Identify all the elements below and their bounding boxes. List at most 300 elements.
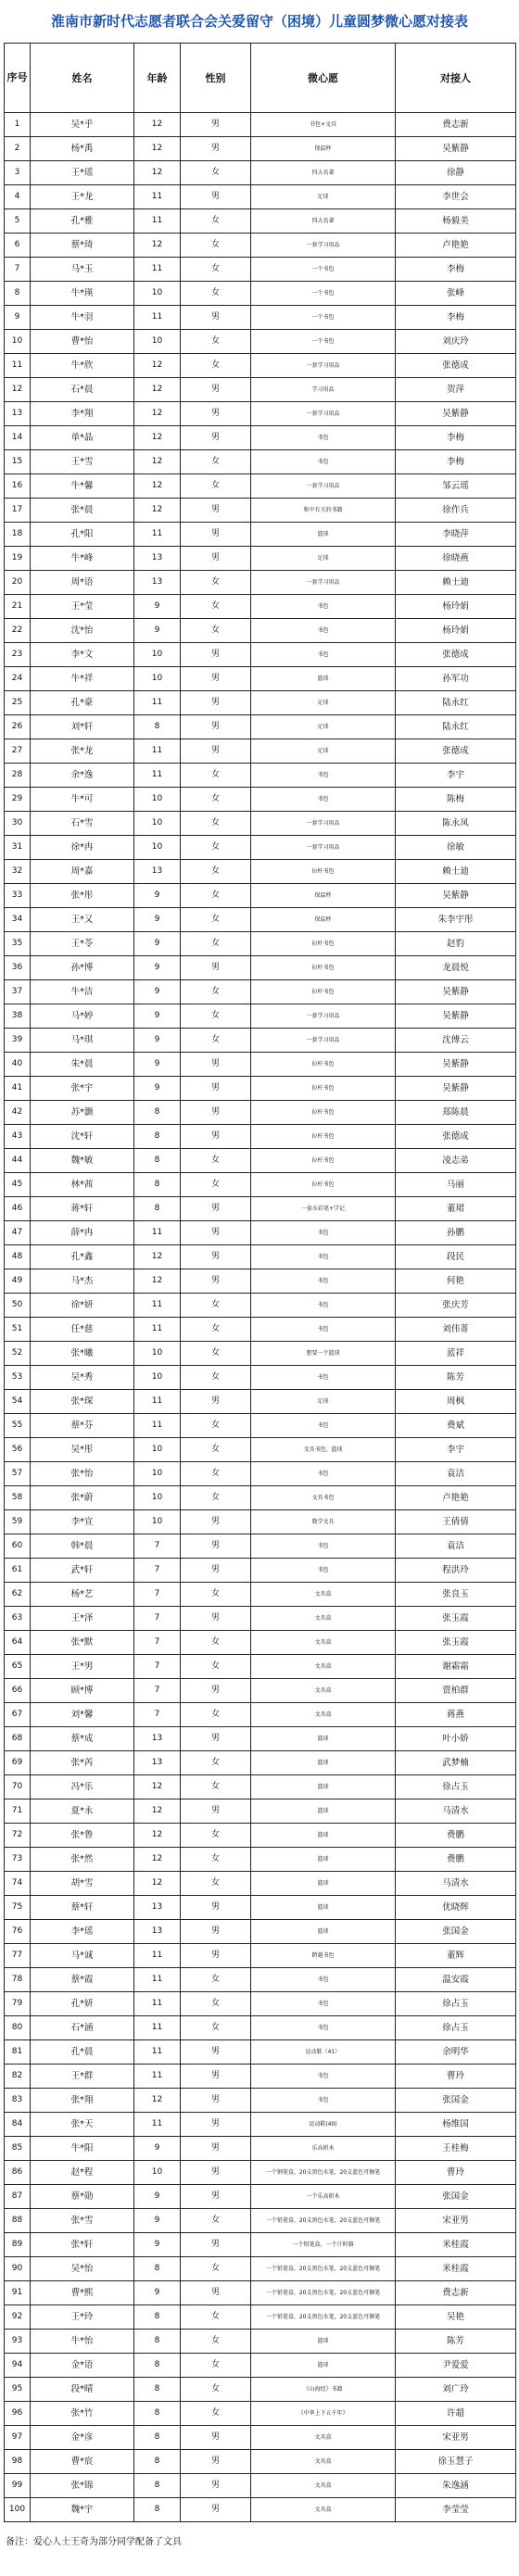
- cell-serial: 22: [5, 619, 31, 643]
- cell-serial: 47: [5, 1221, 31, 1245]
- cell-contact: 邹云瑶: [396, 474, 516, 499]
- cell-contact: 陈芳: [396, 1366, 516, 1390]
- wish-table: [4, 43, 516, 2522]
- cell-age: 11: [134, 764, 181, 788]
- cell-age: 8: [134, 2330, 181, 2354]
- table-row: [5, 1004, 516, 1029]
- cell-contact: 孙鹏: [396, 1221, 516, 1245]
- cell-contact: 米桂霞: [396, 2233, 516, 2257]
- cell-serial: 33: [5, 884, 31, 908]
- cell-wish: 文具盒: [251, 1607, 396, 1631]
- cell-contact: 马丽: [396, 1173, 516, 1197]
- cell-age: 10: [134, 1486, 181, 1510]
- cell-serial: 39: [5, 1029, 31, 1053]
- cell-age: 12: [134, 378, 181, 402]
- cell-wish: 篮球: [251, 2354, 396, 2378]
- cell-serial: 30: [5, 812, 31, 836]
- cell-contact: 米桂霞: [396, 2257, 516, 2281]
- cell-contact: 孙军功: [396, 667, 516, 691]
- cell-gender: 女: [181, 884, 251, 908]
- cell-contact: 费鹏: [396, 1848, 516, 1872]
- table-row: [5, 2378, 516, 2402]
- cell-name: 马*杰: [31, 1269, 134, 1294]
- cell-gender: 女: [181, 1173, 251, 1197]
- table-row: [5, 2233, 516, 2257]
- cell-contact: 贺萍: [396, 378, 516, 402]
- footnote: 备注：爱心人士王奇为部分同学配备了文具: [6, 2537, 182, 2547]
- cell-name: 马*玉: [31, 258, 134, 282]
- cell-wish: 足球: [251, 185, 396, 209]
- cell-wish: 和中有关的书籍: [251, 499, 396, 523]
- cell-name: 蔡*轩: [31, 1896, 134, 1920]
- cell-age: 10: [134, 667, 181, 691]
- cell-wish: 学习用品: [251, 378, 396, 402]
- cell-wish: 四大名著: [251, 161, 396, 185]
- cell-age: 11: [134, 691, 181, 715]
- cell-gender: 女: [181, 161, 251, 185]
- cell-age: 11: [134, 523, 181, 547]
- cell-gender: 男: [181, 1534, 251, 1559]
- cell-gender: 男: [181, 2113, 251, 2137]
- cell-serial: 46: [5, 1197, 31, 1221]
- cell-serial: 17: [5, 499, 31, 523]
- cell-contact: 费志新: [396, 113, 516, 137]
- cell-serial: 29: [5, 788, 31, 812]
- cell-serial: 99: [5, 2474, 31, 2498]
- cell-serial: 98: [5, 2450, 31, 2474]
- cell-wish: 足球: [251, 1390, 396, 1414]
- cell-contact: 李晓萍: [396, 523, 516, 547]
- cell-name: 牛*馨: [31, 474, 134, 499]
- cell-name: 王*苓: [31, 932, 134, 956]
- cell-name: 孔*妍: [31, 1992, 134, 2016]
- cell-gender: 男: [181, 547, 251, 571]
- header-wish: 微心愿: [251, 44, 396, 113]
- cell-wish: 四大名著: [251, 209, 396, 234]
- cell-wish: 篮球: [251, 523, 396, 547]
- cell-serial: 26: [5, 715, 31, 739]
- cell-age: 9: [134, 1004, 181, 1029]
- cell-gender: 男: [181, 113, 251, 137]
- cell-age: 12: [134, 137, 181, 161]
- table-row: [5, 282, 516, 306]
- cell-age: 11: [134, 2113, 181, 2137]
- cell-age: 11: [134, 258, 181, 282]
- cell-serial: 13: [5, 402, 31, 426]
- cell-contact: 谢霜霜: [396, 1655, 516, 1679]
- table-row: [5, 715, 516, 739]
- cell-wish: 书包: [251, 1318, 396, 1342]
- table-row: [5, 1703, 516, 1727]
- table-row: [5, 932, 516, 956]
- cell-gender: 女: [181, 1848, 251, 1872]
- cell-name: 周*嘉: [31, 860, 134, 884]
- cell-wish: 《中华上下五千年》: [251, 2402, 396, 2426]
- cell-wish: 保温杯: [251, 908, 396, 932]
- cell-serial: 73: [5, 1848, 31, 1872]
- table-row: [5, 2474, 516, 2498]
- cell-contact: 徐占玉: [396, 1775, 516, 1799]
- cell-contact: 优晓辉: [396, 1896, 516, 1920]
- cell-wish: 文具盒: [251, 1655, 396, 1679]
- cell-age: 11: [134, 2040, 181, 2065]
- cell-name: 牛*欣: [31, 354, 134, 378]
- table-row: [5, 1342, 516, 1366]
- cell-gender: 男: [181, 2233, 251, 2257]
- cell-serial: 56: [5, 1438, 31, 1462]
- cell-gender: 男: [181, 306, 251, 330]
- cell-contact: 叶小娇: [396, 1727, 516, 1751]
- table-row: [5, 1968, 516, 1992]
- cell-wish: 篮球: [251, 1848, 396, 1872]
- cell-age: 12: [134, 234, 181, 258]
- header-gender: 性别: [181, 44, 251, 113]
- cell-age: 7: [134, 1559, 181, 1583]
- cell-contact: 陈梅: [396, 788, 516, 812]
- cell-wish: 文具盒: [251, 2474, 396, 2498]
- cell-contact: 张峰: [396, 282, 516, 306]
- table-row: [5, 1799, 516, 1824]
- cell-age: 8: [134, 715, 181, 739]
- cell-gender: 男: [181, 1559, 251, 1583]
- cell-wish: 运动鞋（41）: [251, 2040, 396, 2065]
- cell-name: 薛*冉: [31, 1221, 134, 1245]
- cell-serial: 55: [5, 1414, 31, 1438]
- cell-contact: 陈永凤: [396, 812, 516, 836]
- cell-serial: 63: [5, 1607, 31, 1631]
- cell-age: 11: [134, 2065, 181, 2089]
- table-row: [5, 1824, 516, 1848]
- cell-wish: 一个铅笔盒，一个计时器: [251, 2233, 396, 2257]
- cell-wish: 想要一个篮球: [251, 1342, 396, 1366]
- cell-wish: 篮球: [251, 1920, 396, 1944]
- cell-age: 9: [134, 2185, 181, 2209]
- cell-age: 9: [134, 619, 181, 643]
- table-row: [5, 1920, 516, 1944]
- cell-gender: 女: [181, 2257, 251, 2281]
- cell-wish: 拉杆书包: [251, 956, 396, 980]
- cell-contact: 杨玲娟: [396, 619, 516, 643]
- cell-age: 13: [134, 1751, 181, 1775]
- cell-wish: 文具盒: [251, 1679, 396, 1703]
- cell-serial: 24: [5, 667, 31, 691]
- cell-name: 王*玲: [31, 2305, 134, 2330]
- cell-wish: 足球: [251, 715, 396, 739]
- cell-name: 赵*程: [31, 2161, 134, 2185]
- table-row: [5, 667, 516, 691]
- cell-age: 12: [134, 161, 181, 185]
- cell-wish: 拉杆书包: [251, 980, 396, 1004]
- table-row: [5, 354, 516, 378]
- table-row: [5, 1583, 516, 1607]
- table-row: [5, 499, 516, 523]
- cell-serial: 44: [5, 1149, 31, 1173]
- cell-age: 11: [134, 185, 181, 209]
- cell-wish: 拉杆书包: [251, 1053, 396, 1077]
- cell-age: 8: [134, 2402, 181, 2426]
- cell-serial: 83: [5, 2089, 31, 2113]
- cell-serial: 45: [5, 1173, 31, 1197]
- cell-name: 蔡*琦: [31, 234, 134, 258]
- cell-contact: 曹玲: [396, 2065, 516, 2089]
- table-row: [5, 523, 516, 547]
- cell-wish: 书包: [251, 2016, 396, 2040]
- cell-wish: 文具盒: [251, 2450, 396, 2474]
- cell-wish: 一套水彩笔+学记: [251, 1197, 396, 1221]
- cell-contact: 马清水: [396, 1872, 516, 1896]
- cell-gender: 女: [181, 1968, 251, 1992]
- table-row: [5, 788, 516, 812]
- table-row: [5, 547, 516, 571]
- cell-name: 孔*鑫: [31, 1245, 134, 1269]
- cell-gender: 女: [181, 330, 251, 354]
- cell-serial: 91: [5, 2281, 31, 2305]
- cell-contact: 余明华: [396, 2040, 516, 2065]
- cell-name: 王*龙: [31, 185, 134, 209]
- cell-wish: 一个书包: [251, 258, 396, 282]
- cell-contact: 吴紫静: [396, 402, 516, 426]
- cell-name: 徐*冉: [31, 836, 134, 860]
- cell-name: 顾*博: [31, 1679, 134, 1703]
- cell-age: 8: [134, 2426, 181, 2450]
- cell-contact: 陆永红: [396, 715, 516, 739]
- cell-name: 李*宣: [31, 1510, 134, 1534]
- table-row: [5, 1077, 516, 1101]
- cell-name: 金*彦: [31, 2426, 134, 2450]
- cell-serial: 66: [5, 1679, 31, 1703]
- table-row: [5, 1390, 516, 1414]
- cell-gender: 女: [181, 932, 251, 956]
- table-row: [5, 1751, 516, 1775]
- cell-name: 蔡*芬: [31, 1414, 134, 1438]
- cell-wish: 书包: [251, 450, 396, 474]
- cell-age: 7: [134, 1631, 181, 1655]
- cell-serial: 49: [5, 1269, 31, 1294]
- cell-name: 张*怡: [31, 1462, 134, 1486]
- cell-age: 11: [134, 1414, 181, 1438]
- cell-name: 孔*雅: [31, 209, 134, 234]
- table-row: [5, 836, 516, 860]
- cell-serial: 70: [5, 1775, 31, 1799]
- cell-wish: 保温杯: [251, 137, 396, 161]
- cell-name: 吴*秀: [31, 1366, 134, 1390]
- cell-name: 张*龙: [31, 739, 134, 764]
- cell-age: 9: [134, 1029, 181, 1053]
- cell-contact: 贾柏群: [396, 1679, 516, 1703]
- cell-contact: 董辉: [396, 1944, 516, 1968]
- cell-wish: 一个书包: [251, 306, 396, 330]
- cell-gender: 女: [181, 209, 251, 234]
- cell-contact: 张德成: [396, 1125, 516, 1149]
- cell-age: 12: [134, 1245, 181, 1269]
- cell-name: 牛*阳: [31, 2137, 134, 2161]
- table-row: [5, 161, 516, 185]
- cell-age: 11: [134, 1944, 181, 1968]
- cell-name: 吴*怡: [31, 2257, 134, 2281]
- cell-contact: 李梅: [396, 258, 516, 282]
- table-row: [5, 595, 516, 619]
- cell-wish: 书包: [251, 1366, 396, 1390]
- cell-gender: 女: [181, 1655, 251, 1679]
- cell-age: 9: [134, 884, 181, 908]
- cell-age: 12: [134, 354, 181, 378]
- table-row: [5, 1125, 516, 1149]
- table-row: [5, 1896, 516, 1920]
- cell-name: 曹*怡: [31, 330, 134, 354]
- cell-gender: 男: [181, 1197, 251, 1221]
- cell-contact: 徐敏: [396, 836, 516, 860]
- table-row: [5, 2040, 516, 2065]
- cell-contact: 杨维国: [396, 2113, 516, 2137]
- cell-serial: 1: [5, 113, 31, 137]
- cell-age: 9: [134, 1053, 181, 1077]
- table-row: [5, 137, 516, 161]
- cell-serial: 80: [5, 2016, 31, 2040]
- cell-age: 7: [134, 1534, 181, 1559]
- cell-wish: 篮球: [251, 1799, 396, 1824]
- cell-gender: 女: [181, 1703, 251, 1727]
- cell-contact: 李宇: [396, 764, 516, 788]
- cell-gender: 女: [181, 2330, 251, 2354]
- cell-gender: 男: [181, 1390, 251, 1414]
- cell-serial: 85: [5, 2137, 31, 2161]
- cell-contact: 郑陈晨: [396, 1101, 516, 1125]
- cell-gender: 男: [181, 1727, 251, 1751]
- cell-gender: 男: [181, 1944, 251, 1968]
- cell-age: 11: [134, 1294, 181, 1318]
- cell-name: 孔*晨: [31, 2040, 134, 2065]
- cell-serial: 15: [5, 450, 31, 474]
- cell-name: 魏*宇: [31, 2498, 134, 2522]
- cell-age: 12: [134, 1269, 181, 1294]
- cell-gender: 男: [181, 1679, 251, 1703]
- cell-name: 李*瑶: [31, 1920, 134, 1944]
- cell-age: 8: [134, 2305, 181, 2330]
- cell-serial: 37: [5, 980, 31, 1004]
- cell-name: 林*茜: [31, 1173, 134, 1197]
- page-title: 淮南市新时代志愿者联合会关爱留守（困境）儿童圆梦微心愿对接表: [50, 12, 468, 30]
- cell-contact: 段民: [396, 1245, 516, 1269]
- cell-contact: 张国金: [396, 1920, 516, 1944]
- cell-serial: 53: [5, 1366, 31, 1390]
- cell-wish: 足球: [251, 547, 396, 571]
- cell-contact: 张国金: [396, 2185, 516, 2209]
- cell-contact: 王倩倩: [396, 1510, 516, 1534]
- table-row: [5, 1534, 516, 1559]
- cell-serial: 4: [5, 185, 31, 209]
- cell-gender: 女: [181, 595, 251, 619]
- cell-serial: 68: [5, 1727, 31, 1751]
- cell-contact: 凌志弟: [396, 1149, 516, 1173]
- cell-serial: 11: [5, 354, 31, 378]
- table-row: [5, 2330, 516, 2354]
- cell-gender: 男: [181, 643, 251, 667]
- cell-contact: 温安霞: [396, 1968, 516, 1992]
- cell-contact: 宋亚男: [396, 2426, 516, 2450]
- cell-gender: 男: [181, 137, 251, 161]
- cell-serial: 27: [5, 739, 31, 764]
- cell-serial: 20: [5, 571, 31, 595]
- cell-contact: 张良玉: [396, 1583, 516, 1607]
- cell-contact: 朱逸涵: [396, 2474, 516, 2498]
- table-row: [5, 2354, 516, 2378]
- cell-name: 张*天: [31, 2113, 134, 2137]
- cell-age: 7: [134, 1655, 181, 1679]
- cell-contact: 李宇: [396, 1438, 516, 1462]
- cell-serial: 97: [5, 2426, 31, 2450]
- cell-gender: 女: [181, 2016, 251, 2040]
- cell-contact: 蒋燕: [396, 1703, 516, 1727]
- cell-serial: 32: [5, 860, 31, 884]
- cell-serial: 10: [5, 330, 31, 354]
- cell-serial: 71: [5, 1799, 31, 1824]
- cell-age: 13: [134, 860, 181, 884]
- table-row: [5, 1294, 516, 1318]
- cell-name: 刘*馨: [31, 1703, 134, 1727]
- table-row: [5, 1944, 516, 1968]
- cell-age: 11: [134, 209, 181, 234]
- cell-contact: 吴紫静: [396, 1077, 516, 1101]
- cell-age: 11: [134, 2016, 181, 2040]
- cell-gender: 女: [181, 2209, 251, 2233]
- cell-wish: 篮球: [251, 667, 396, 691]
- cell-gender: 女: [181, 980, 251, 1004]
- cell-gender: 女: [181, 1775, 251, 1799]
- table-row: [5, 643, 516, 667]
- cell-serial: 52: [5, 1342, 31, 1366]
- cell-age: 12: [134, 499, 181, 523]
- cell-age: 12: [134, 1824, 181, 1848]
- table-row: [5, 2450, 516, 2474]
- header-name: 姓名: [31, 44, 134, 113]
- cell-contact: 吴紫静: [396, 980, 516, 1004]
- cell-name: 吴*乎: [31, 113, 134, 137]
- cell-age: 7: [134, 1583, 181, 1607]
- cell-gender: 男: [181, 2498, 251, 2522]
- cell-name: 孔*阳: [31, 523, 134, 547]
- cell-gender: 女: [181, 1872, 251, 1896]
- cell-gender: 男: [181, 956, 251, 980]
- cell-wish: 一套学习用品: [251, 836, 396, 860]
- cell-gender: 男: [181, 691, 251, 715]
- table-row: [5, 739, 516, 764]
- table-row: [5, 1872, 516, 1896]
- cell-serial: 84: [5, 2113, 31, 2137]
- cell-age: 13: [134, 1727, 181, 1751]
- cell-contact: 吴艳: [396, 2305, 516, 2330]
- cell-contact: 蓝祥: [396, 1342, 516, 1366]
- table-row: [5, 2089, 516, 2113]
- cell-name: 张*鲁: [31, 1824, 134, 1848]
- cell-wish: 书包: [251, 595, 396, 619]
- cell-wish: 一套学习用品: [251, 571, 396, 595]
- cell-gender: 女: [181, 1414, 251, 1438]
- cell-name: 王*瑶: [31, 161, 134, 185]
- cell-gender: 男: [181, 1896, 251, 1920]
- cell-contact: 马清水: [396, 1799, 516, 1824]
- cell-serial: 36: [5, 956, 31, 980]
- cell-name: 蔡*成: [31, 1727, 134, 1751]
- cell-gender: 男: [181, 1221, 251, 1245]
- table-row: [5, 1607, 516, 1631]
- cell-gender: 男: [181, 523, 251, 547]
- table-row: [5, 113, 516, 137]
- cell-serial: 59: [5, 1510, 31, 1534]
- cell-name: 张*锦: [31, 2474, 134, 2498]
- cell-wish: 一个乐高积木: [251, 2185, 396, 2209]
- cell-gender: 女: [181, 1824, 251, 1848]
- cell-contact: 李梅: [396, 306, 516, 330]
